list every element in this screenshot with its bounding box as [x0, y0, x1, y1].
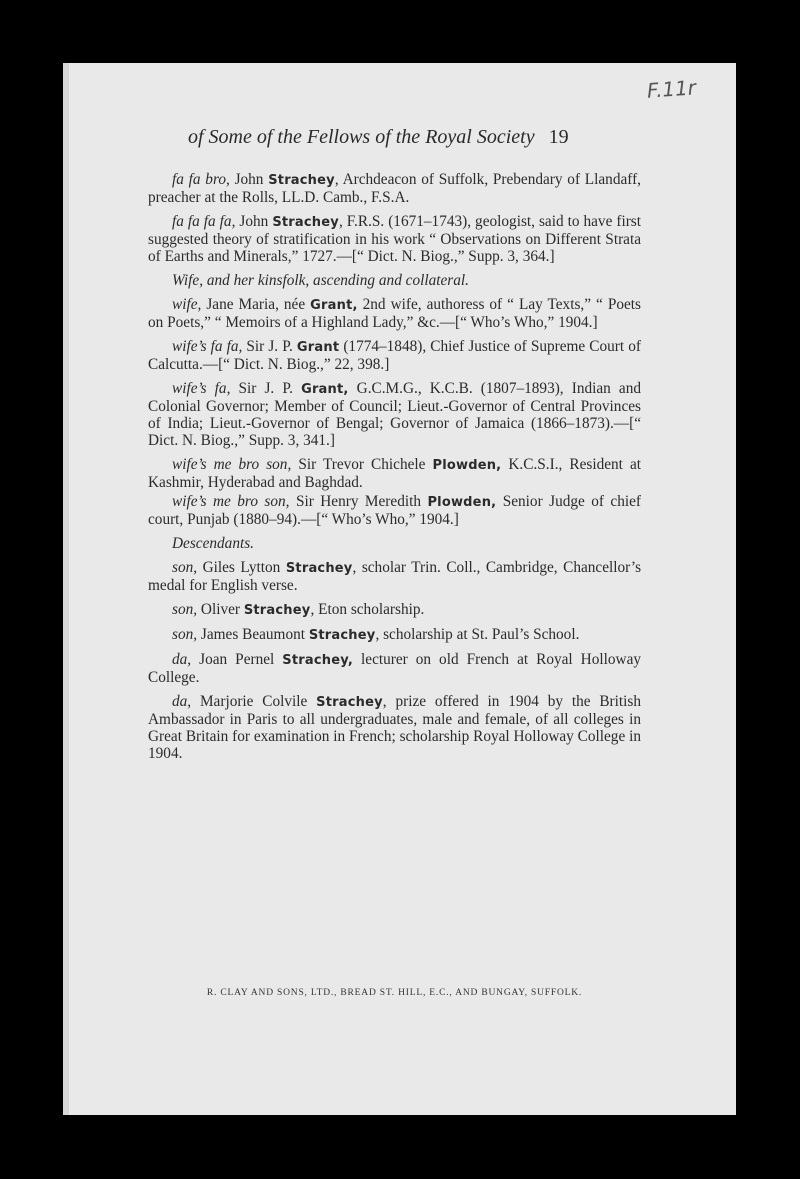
description: , scholar Trin. Coll., Cambridge, Chancellor’s medal for English verse. [148, 559, 642, 594]
page-number: 19 [548, 126, 569, 148]
relation: fa fa bro, [172, 171, 230, 188]
section-heading-wife: Wife, and her kinsfolk, ascending and collateral. [172, 272, 469, 289]
section-heading-descendants: Descendants. [172, 535, 254, 552]
surname: Grant [296, 340, 340, 355]
relation: wife’s me bro son, [172, 456, 292, 473]
surname: Strachey [268, 173, 335, 188]
relation: wife’s fa, [172, 380, 231, 397]
given-name: Oliver [200, 601, 240, 618]
given-name: Sir Trevor Chichele [298, 456, 426, 473]
relation: wife’s me bro son, [172, 493, 290, 510]
relation: da, [172, 651, 192, 668]
entry [148, 601, 641, 619]
relation: wife, [172, 296, 202, 313]
description: Senior Judge of chief court, Punjab (1880–94).—[“ Who’s Who,” 1904.] [148, 493, 642, 528]
relation: son, [172, 626, 198, 643]
given-name: Marjorie Colvile [199, 693, 308, 710]
page [63, 63, 736, 1115]
surname: Grant, [301, 382, 349, 397]
given-name: John [234, 171, 264, 188]
surname: Strachey [308, 628, 376, 643]
entry [148, 559, 641, 594]
entry [148, 651, 641, 686]
surname: Strachey, [282, 653, 354, 668]
description: (1774–1848), Chief Justice of Supreme Court of Calcutta.—[“ Dict. N. Biog.,” 22, 398.] [148, 338, 641, 373]
entry [148, 171, 641, 206]
description: lecturer on old French at Royal Holloway College. [148, 651, 642, 686]
entry [148, 296, 641, 331]
entry [148, 626, 641, 644]
relation: da, [172, 693, 192, 710]
description: 2nd wife, authoress of “ Lay Texts,” “ Poets on Poets,” “ Memoirs of a Highland Lady,” &c.—[“ Who’s Who,” 1904.] [148, 296, 641, 331]
relation: fa fa fa fa, [172, 213, 236, 230]
entry [148, 213, 641, 265]
printer-imprint: R. CLAY AND SONS, LTD., BREAD ST. HILL, E.C., AND BUNGAY, SUFFOLK. [206, 988, 583, 998]
description: , prize offered in 1904 by the British Ambassador in Paris to all undergraduates, male and female, of all colleges in Great Britain for examination in French; scholarship Royal Holloway College in 1904. [148, 693, 641, 762]
surname: Strachey [316, 695, 383, 710]
surname: Strachey [285, 561, 353, 576]
description: K.C.S.I., Resident at Kashmir, Hyderabad and Baghdad. [148, 456, 641, 491]
entry [148, 380, 641, 449]
given-name: James Beaumont [200, 626, 305, 643]
given-name: Sir Henry Meredith [295, 493, 421, 510]
running-title: of Some of the Fellows of the Royal Society [188, 126, 535, 148]
relation: son, [172, 559, 198, 576]
given-name: Jane Maria, née [206, 296, 306, 313]
handwritten-annotation: F.11r [646, 75, 697, 103]
page-edge [63, 63, 69, 1115]
entry [148, 456, 641, 491]
surname: Strachey [243, 603, 311, 618]
body-text [148, 171, 641, 769]
given-name: Joan Pernel [199, 651, 275, 668]
entry [148, 693, 641, 762]
surname: Plowden, [432, 458, 502, 473]
relation: wife’s fa fa, [172, 338, 243, 355]
surname: Strachey [272, 215, 339, 230]
description: G.C.M.G., K.C.B. (1807–1893), Indian and Colonial Governor; Member of Council; Lieut.-Governor of Central Provinces of India; Lieut.-Governor of Bengal; Governor of Jamaica (1866–1873).—[“ Dict. N. Biog.,” Supp. 3, 341.] [148, 380, 641, 449]
entry [148, 338, 641, 373]
given-name: John [239, 213, 269, 230]
description: , scholarship at St. Paul’s School. [375, 626, 580, 643]
running-header [188, 126, 569, 149]
given-name: Giles Lytton [202, 559, 281, 576]
description: , Archdeacon of Suffolk, Prebendary of Llandaff, preacher at the Rolls, LL.D. Camb., F.S.A. [148, 171, 641, 206]
given-name: Sir J. P. [246, 338, 293, 355]
given-name: Sir J. P. [238, 380, 293, 397]
relation: son, [172, 601, 198, 618]
description: , F.R.S. (1671–1743), geologist, said to have first suggested theory of stratification in his work “ Observations on Different Strata of Earths and Minerals,” 1727.—[“ Dict. N. Biog.,” Supp. 3, 364.] [148, 213, 642, 265]
surname: Plowden, [427, 495, 497, 510]
description: , Eton scholarship. [310, 601, 425, 618]
entry [148, 493, 641, 528]
surname: Grant, [310, 298, 358, 313]
